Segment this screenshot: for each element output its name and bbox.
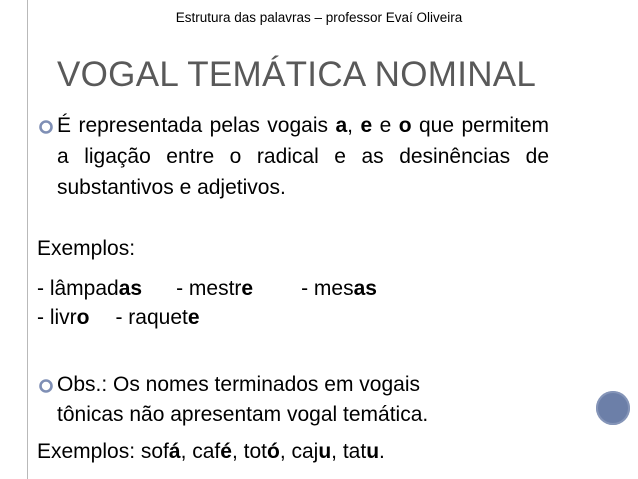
tonic-vowel: á xyxy=(168,440,181,463)
example-word: - mestr xyxy=(176,277,242,300)
slide-header: Estrutura das palavras – professor Evaí Oliveira xyxy=(175,10,463,25)
tonic-vowel: ó xyxy=(266,440,280,463)
separator: , xyxy=(331,440,343,463)
examples-label: Exemplos: xyxy=(37,237,136,260)
examples-row-2 xyxy=(37,304,200,331)
separator: . xyxy=(379,440,385,463)
ring-bullet-icon xyxy=(37,117,55,137)
definition-text: , xyxy=(347,114,361,137)
tonic-vowel: u xyxy=(318,440,332,463)
example-word: - raquet xyxy=(115,306,188,329)
tonic-vowel: é xyxy=(220,440,232,463)
thematic-vowel: e xyxy=(241,277,254,300)
thematic-vowel: as xyxy=(353,277,377,300)
vowel-o: o xyxy=(398,114,412,137)
example-word: - mes xyxy=(301,277,354,300)
vowel-a: a xyxy=(335,114,348,137)
example-word: caf xyxy=(192,440,221,463)
example-word: - livr xyxy=(37,306,77,329)
definition-text: que permitem a ligação entre o radical e as desinências de substantivos e adjetivos. xyxy=(57,114,549,199)
vowel-e: e xyxy=(360,114,373,137)
examples-tonic-row xyxy=(37,438,385,465)
example-word: tot xyxy=(243,440,267,463)
left-vertical-rule xyxy=(27,0,28,479)
separator: , xyxy=(180,440,193,463)
ring-bullet-icon xyxy=(37,376,55,396)
obs-line-1: Obs.: Os nomes terminados em vogais xyxy=(57,373,420,396)
example-word: tat xyxy=(342,440,367,463)
separator: , xyxy=(279,440,292,463)
slide-title: VOGAL TEMÁTICA NOMINAL xyxy=(57,55,537,94)
decorative-circle-icon xyxy=(596,391,630,425)
example-word: sof xyxy=(140,440,169,463)
definition-text: e xyxy=(372,114,399,137)
example-word: caj xyxy=(291,440,319,463)
thematic-vowel: e xyxy=(187,306,200,329)
definition-paragraph xyxy=(57,110,549,203)
examples-row-1 xyxy=(37,275,377,302)
definition-text: É representada pelas vogais xyxy=(57,114,336,137)
example-word: - lâmpad xyxy=(37,277,119,300)
separator: , xyxy=(231,440,244,463)
examples-label: Exemplos: xyxy=(37,440,141,463)
obs-line-2: tônicas não apresentam vogal temática. xyxy=(57,403,429,426)
thematic-vowel: o xyxy=(76,306,90,329)
tonic-vowel: u xyxy=(366,440,380,463)
thematic-vowel: as xyxy=(118,277,143,300)
